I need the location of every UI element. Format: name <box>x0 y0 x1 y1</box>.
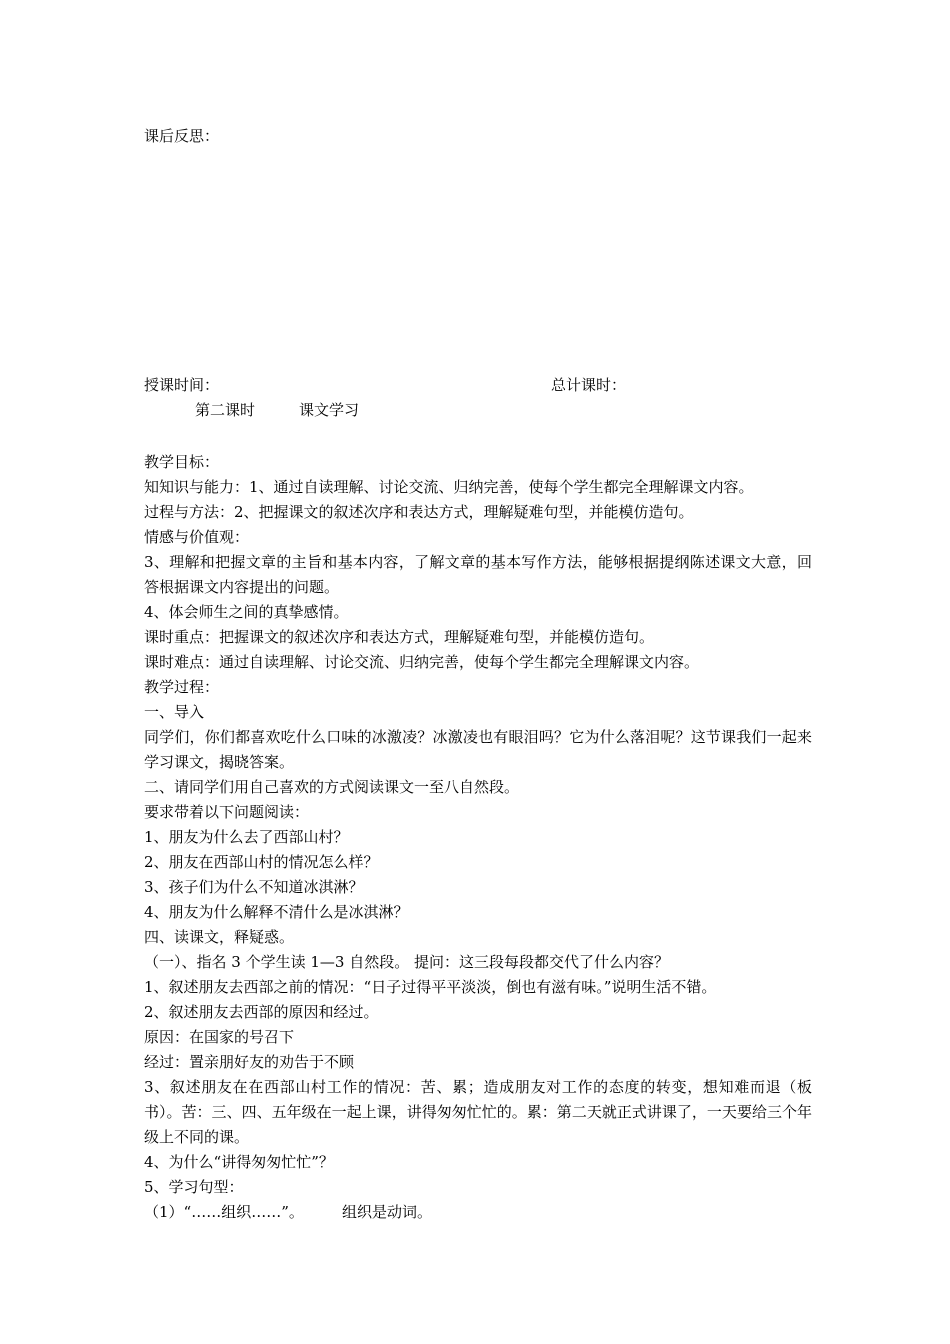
paragraph-process: 经过：置亲朋好友的劝告于不顾 <box>144 1053 355 1071</box>
paragraph-intro-text: 同学们，你们都喜欢吃什么口味的冰激凌？冰激凌也有眼泪吗？它为什么落泪呢？这节课我们一起来学习课文，揭晓答案。 <box>144 728 812 771</box>
total-hours-label: 总计课时： <box>551 376 627 394</box>
paragraph-point-5: 5、学习句型： <box>144 1178 244 1196</box>
lesson-title: 课文学习 <box>299 401 360 419</box>
paragraph-point-4: 4、为什么“讲得匆匆忙忙”？ <box>144 1153 334 1171</box>
reflection-label: 课后反思： <box>144 127 220 145</box>
paragraph-point-3: 3、叙述朋友在在西部山村工作的情况：苦、累；造成朋友对工作的态度的转变，想知难而退（板书）。苦：三、四、五年级在一起上课，讲得匆匆忙忙的。累：第二天就正式讲课了，一天要给三个年级上不同的课。 <box>144 1078 812 1146</box>
teaching-time-label: 授课时间： <box>144 376 220 394</box>
paragraph-goal-3: 3、理解和把握文章的主旨和基本内容，了解文章的基本写作方法，能够根据提纲陈述课文大意，回答根据课文内容提出的问题。 <box>144 553 812 596</box>
paragraph-question-4: 4、朋友为什么解释不清什么是冰淇淋？ <box>144 903 409 921</box>
paragraph-emotion-values: 情感与价值观： <box>144 528 250 546</box>
paragraph-question-2: 2、朋友在西部山村的情况怎么样？ <box>144 853 379 871</box>
paragraph-sentence-pattern-1: （1）“……组织……”。 组织是动词。 <box>144 1203 433 1221</box>
lesson-number: 第二课时 <box>195 401 256 419</box>
paragraph-question-1: 1、朋友为什么去了西部山村？ <box>144 828 349 846</box>
paragraph-point-2: 2、叙述朋友去西部的原因和经过。 <box>144 1003 379 1021</box>
paragraph-key-point: 课时重点：把握课文的叙述次序和表达方式，理解疑难句型，并能模仿造句。 <box>144 628 655 646</box>
paragraph-difficult-point: 课时难点：通过自读理解、讨论交流、归纳完善，使每个学生都完全理解课文内容。 <box>144 653 700 671</box>
paragraph-goal-4: 4、体会师生之间的真挚感情。 <box>144 603 349 621</box>
paragraph-reason: 原因：在国家的号召下 <box>144 1028 295 1046</box>
paragraph-reading-requirements: 要求带着以下问题阅读： <box>144 803 310 821</box>
paragraph-teaching-process: 教学过程： <box>144 678 220 696</box>
paragraph-section-intro: 一、导入 <box>144 703 205 721</box>
paragraph-question-3: 3、孩子们为什么不知道冰淇淋？ <box>144 878 364 896</box>
paragraph-subsection-1: （一）、指名 3 个学生读 1—3 自然段。 提问：这三段每段都交代了什么内容？ <box>144 953 669 971</box>
paragraph-teaching-goals: 教学目标： <box>144 453 220 471</box>
lesson-body <box>144 450 812 1225</box>
paragraph-section-reading: 二、请同学们用自己喜欢的方式阅读课文一至八自然段。 <box>144 778 520 796</box>
paragraph-process-method: 过程与方法：2、把握课文的叙述次序和表达方式，理解疑难句型，并能模仿造句。 <box>144 503 694 521</box>
paragraph-point-1: 1、叙述朋友去西部之前的情况：“日子过得平平淡淡，倒也有滋有味。”说明生活不错。 <box>144 978 717 996</box>
paragraph-section-read-text: 四、读课文，释疑惑。 <box>144 928 295 946</box>
paragraph-knowledge-ability: 知知识与能力：1、通过自读理解、讨论交流、归纳完善，使每个学生都完全理解课文内容。 <box>144 478 754 496</box>
